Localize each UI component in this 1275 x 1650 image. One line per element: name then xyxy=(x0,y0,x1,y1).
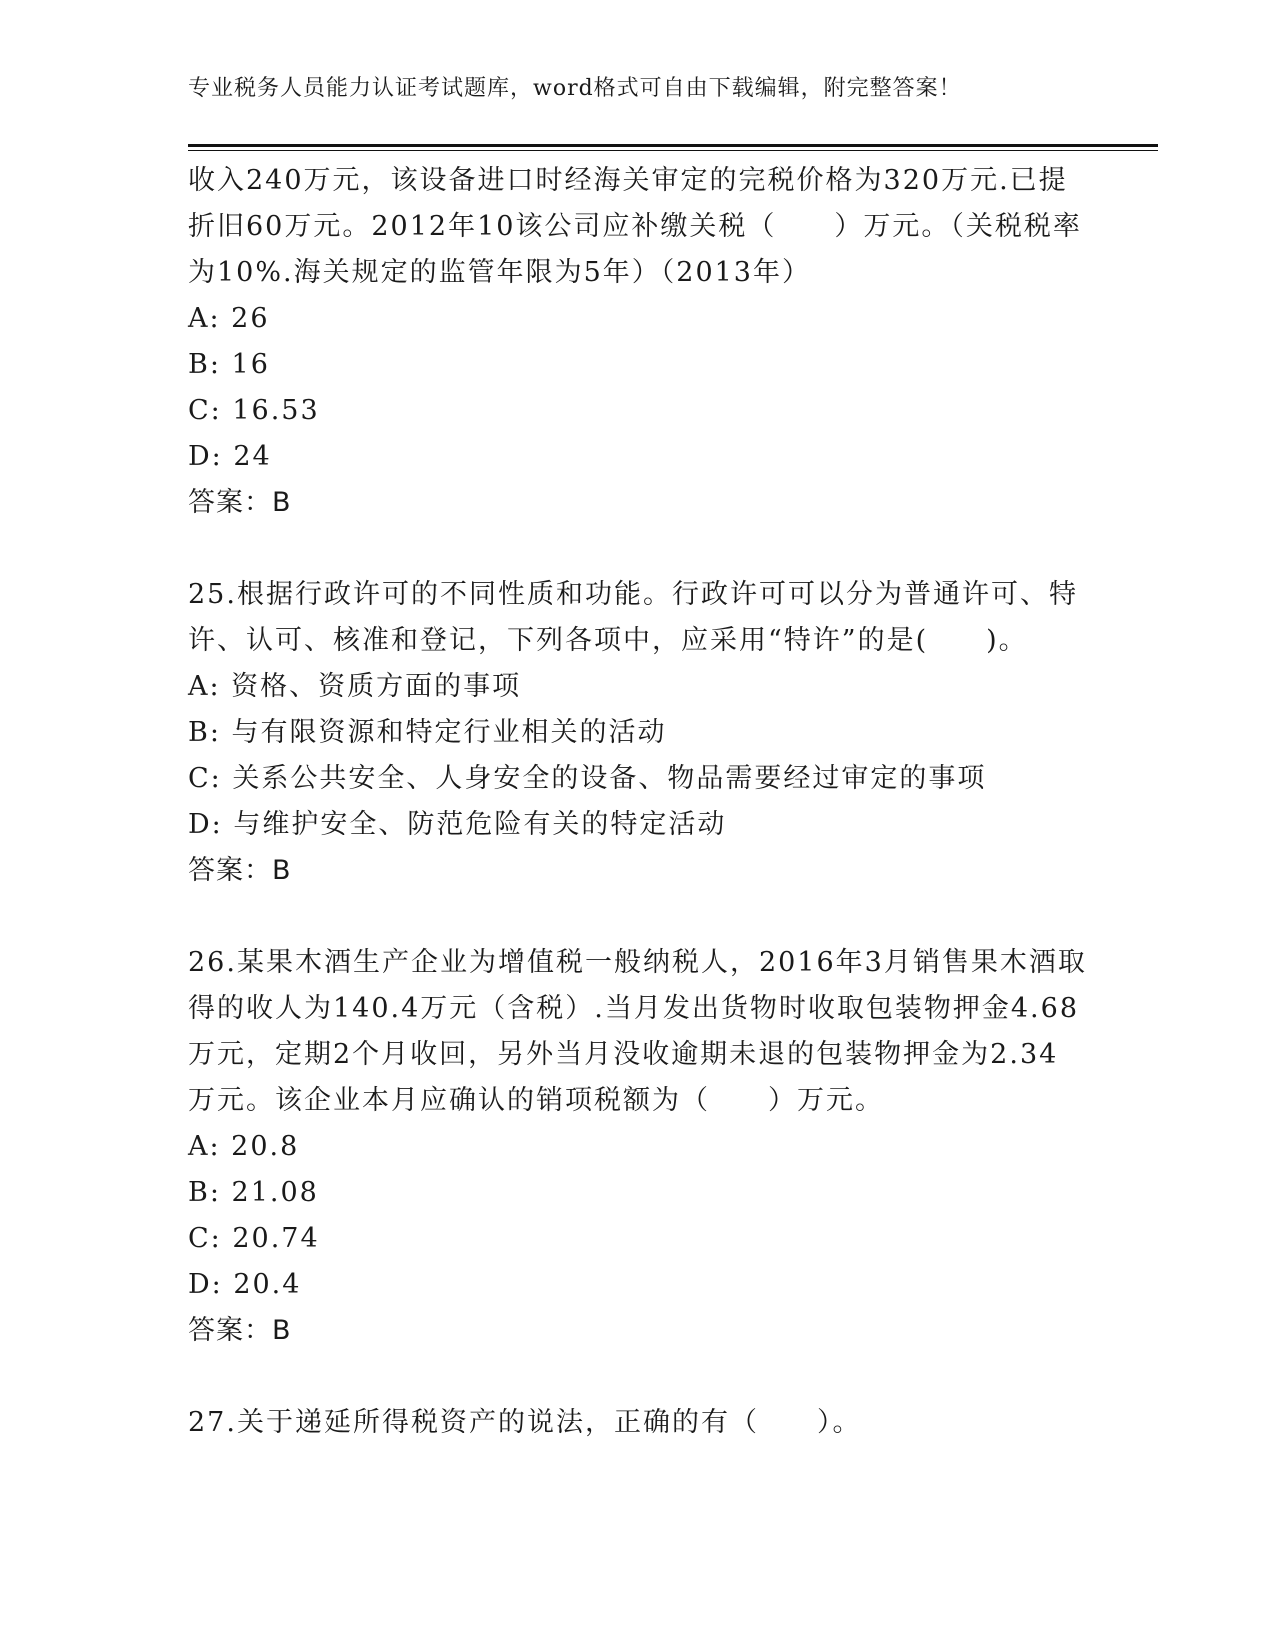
question-text-line: 万元，定期2个月收回，另外当月没收逾期未退的包装物押金为2.34 xyxy=(188,1039,1059,1070)
header-divider-thick xyxy=(188,144,1158,147)
question-text-line: 许、认可、核准和登记，下列各项中，应采用“特许”的是( )。 xyxy=(188,625,1028,656)
question-25 xyxy=(188,572,1088,894)
question-text-line: 折旧60万元。2012年10该公司应补缴关税（ ）万元。（关税税率 xyxy=(188,211,1082,242)
option-d: D: 20.4 xyxy=(188,1269,302,1300)
answer-line: 答案：B xyxy=(188,487,292,518)
option-d: D: 24 xyxy=(188,441,272,472)
option-a: A: 资格、资质方面的事项 xyxy=(188,671,522,702)
option-d: D: 与维护安全、防范危险有关的特定活动 xyxy=(188,809,727,840)
question-text-line: 26.某果木酒生产企业为增值税一般纳税人，2016年3月销售果木酒取 xyxy=(188,947,1087,978)
answer-line: 答案：B xyxy=(188,1315,292,1346)
question-text-line: 收入240万元，该设备进口时经海关审定的完税价格为320万元.已提 xyxy=(188,165,1068,196)
answer-line: 答案：B xyxy=(188,855,292,886)
option-b: B: 与有限资源和特定行业相关的活动 xyxy=(188,717,667,748)
question-text-line: 得的收人为140.4万元（含税）.当月发出货物时收取包装物押金4.68 xyxy=(188,993,1079,1024)
option-b: B: 16 xyxy=(188,349,270,380)
question-text-line: 25.根据行政许可的不同性质和功能。行政许可可以分为普通许可、特 xyxy=(188,579,1078,610)
question-27 xyxy=(188,1400,1088,1446)
spacer xyxy=(188,526,1088,572)
page-header: 专业税务人员能力认证考试题库，word格式可自由下载编辑，附完整答案！ xyxy=(188,76,962,101)
question-26 xyxy=(188,940,1088,1354)
question-text-line: 万元。该企业本月应确认的销项税额为（ ）万元。 xyxy=(188,1085,884,1116)
question-text-line: 27.关于递延所得税资产的说法，正确的有（ ）。 xyxy=(188,1407,862,1438)
option-a: A: 20.8 xyxy=(188,1131,300,1162)
page-content xyxy=(188,158,1088,1446)
option-c: C: 关系公共安全、人身安全的设备、物品需要经过审定的事项 xyxy=(188,763,987,794)
question-24 xyxy=(188,158,1088,526)
option-b: B: 21.08 xyxy=(188,1177,319,1208)
option-c: C: 20.74 xyxy=(188,1223,320,1254)
question-text-line: 为10%.海关规定的监管年限为5年）（2013年） xyxy=(188,257,811,288)
spacer xyxy=(188,894,1088,940)
header-divider-thin xyxy=(188,150,1158,151)
option-c: C: 16.53 xyxy=(188,395,320,426)
option-a: A: 26 xyxy=(188,303,270,334)
spacer xyxy=(188,1354,1088,1400)
